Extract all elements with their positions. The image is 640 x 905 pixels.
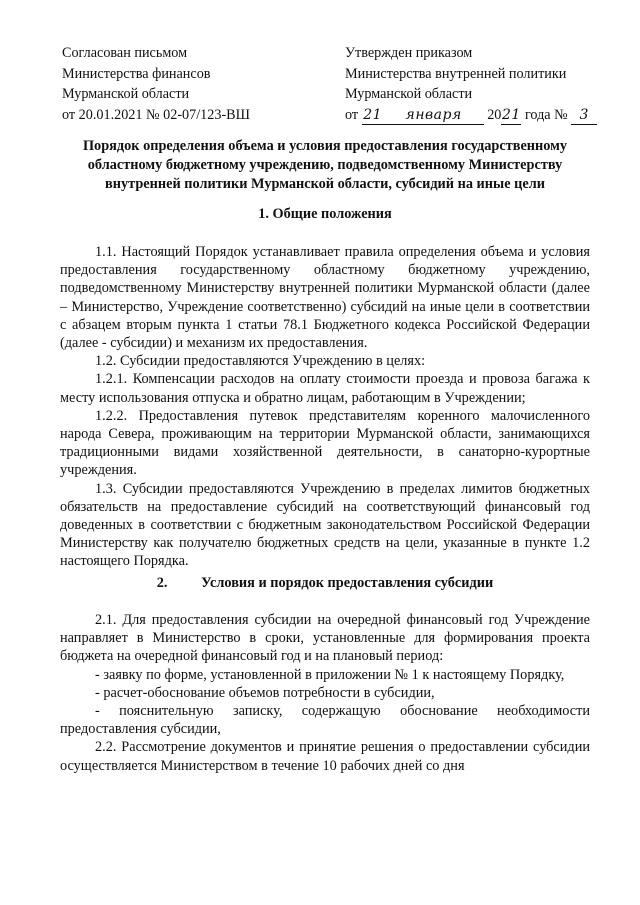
date-year-field (501, 108, 521, 125)
date-month-field (384, 108, 484, 125)
approval-line: от 20.01.2021 № 02-07/123-ВШ (62, 106, 250, 123)
paragraph: 1.2. Субсидии предоставляются Учреждению в целях: (95, 353, 426, 370)
section-1-heading (60, 206, 590, 223)
document-header (0, 43, 640, 123)
list-item: - расчет-обоснование объемов потребности в субсидии, (95, 684, 435, 701)
order-line: Утвержден приказом (345, 45, 473, 61)
paragraph: 1.2.2. Предоставления путевок представителям коренного малочисленного народа Севера, проживающим на территории Мурманской области, занимающихся традиционными видами хозяйственной деятельности, в санаторно-курортные учреждения. (60, 407, 590, 479)
date-year: 21 (501, 107, 521, 123)
approval-letter-block (62, 43, 250, 125)
list-item: - пояснительную записку, содержащую обоснование необходимости предоставления субсидии, (60, 703, 590, 738)
year-prefix: 20 (487, 106, 502, 123)
section-1-number: 1. (258, 206, 269, 222)
section-2-body (60, 611, 590, 775)
order-number-field (571, 108, 597, 125)
date-day-field (362, 108, 384, 125)
paragraph: 2.1. Для предоставления субсидии на очередной финансовый год Учреждение направляет в Министерство в сроки, установленные для формирования проекта бюджета на очередной финансовый год и на плановый период: (60, 612, 590, 665)
section-1-body (60, 243, 590, 571)
paragraph: 1.3. Субсидии предоставляются Учреждению в пределах лимитов бюджетных обязательств на предоставление субсидий на соответствующий финансовый год доведенных в соответствии с бюджетным законодательством Российской Федерации Министерству как получателю бюджетных средств на цели, указанные в пункте 1.2 настоящего Порядка. (60, 480, 590, 570)
document-title: Порядок определения объема и условия предоставления государственному областному бюджетному учреждению, подведомственному Министерству внутренней политики Мурманской области, субсидий на иные цели (82, 138, 568, 192)
order-approval-block (345, 43, 597, 125)
order-line: Мурманской области (345, 86, 473, 102)
date-prefix: от (345, 106, 359, 123)
order-number-label: года № (524, 106, 568, 123)
section-1-title: Общие положения (272, 206, 392, 222)
order-line: Министерства внутренней политики (345, 65, 567, 82)
order-number: 3 (579, 107, 589, 123)
paragraph: 2.2. Рассмотрение документов и принятие решения о предоставлении субсидии осуществляется Министерством в течение 10 рабочих дней со дня (60, 739, 590, 774)
section-2-number: 2. (156, 575, 168, 591)
approval-line: Согласован письмом (62, 45, 188, 61)
approval-line: Министерства финансов (62, 65, 211, 82)
paragraph: 1.1. Настоящий Порядок устанавливает правила определения объема и условия предоставления государственному областному бюджетному учреждению, подведомственному Министерству внутренней политики Мурманской области (далее – Министерство, Учреждение соответственно) субсидий на иные цели в соответствии с абзацем вторым пункта 1 статьи 78.1 Бюджетного кодекса Российской Федерации (далее - субсидии) и механизм их предоставления. (60, 244, 590, 352)
date-day: 21 (363, 107, 383, 123)
paragraph: 1.2.1. Компенсации расходов на оплату стоимости проезда и провоза багажа к месту использования отпуска и обратно лицам, работающим в Учреждении; (60, 371, 590, 406)
list-item: - заявку по форме, установленной в приложении № 1 к настоящему Порядку, (95, 666, 565, 683)
order-date-line (345, 105, 597, 126)
section-2-heading (60, 575, 590, 592)
approval-line: Мурманской области (62, 86, 190, 102)
date-month: января (405, 107, 462, 123)
section-2-title: Условия и порядок предоставления субсидии (201, 575, 494, 591)
